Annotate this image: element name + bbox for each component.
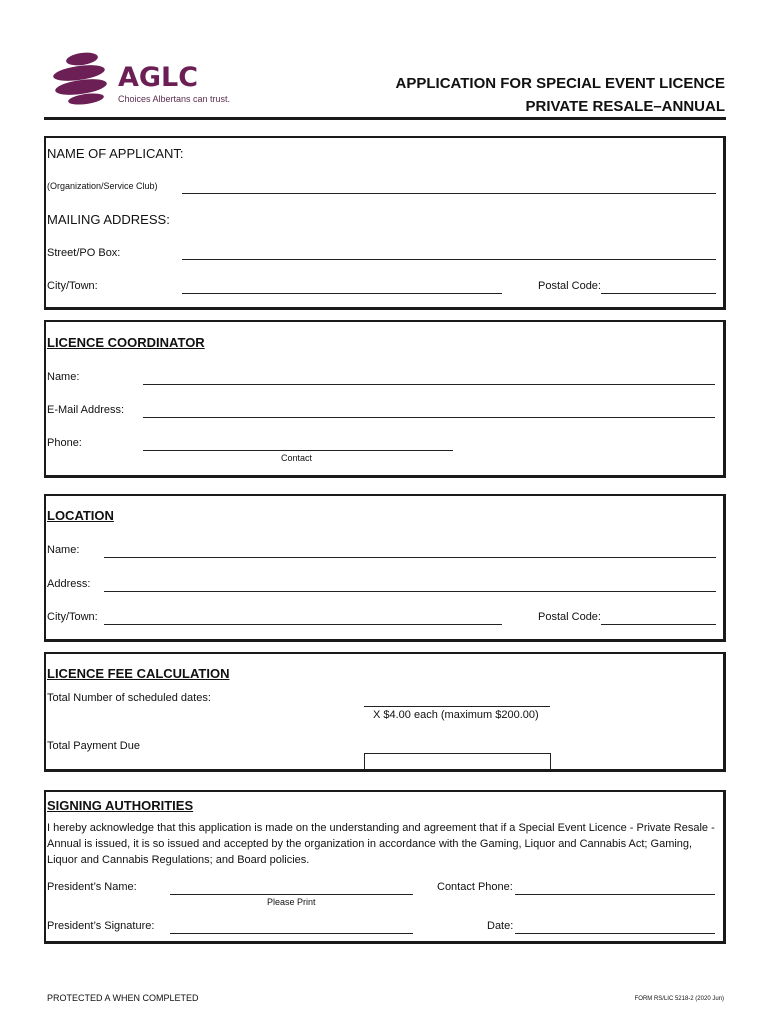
acknowledgement-text: I hereby acknowledge that this application is made on the understanding and agreement that if a Special Event Licence - Private Resale - Annual is issued, it is so issued and accepted by the organization in accordance with the Gaming, Liquor and Cannabis Act; Gaming, Liquor and Cannabis Regulations; and Board policies. bbox=[47, 822, 715, 866]
location-postal-field[interactable] bbox=[601, 624, 716, 625]
please-print-caption: Please Print bbox=[267, 897, 316, 907]
organization-label: (Organization/Service Club) bbox=[47, 181, 158, 191]
signature-label: President’s Signature: bbox=[47, 920, 155, 932]
fee-rate-text: X $4.00 each (maximum $200.00) bbox=[373, 709, 539, 721]
location-city-label: City/Town: bbox=[47, 611, 98, 623]
date-field[interactable] bbox=[515, 933, 715, 934]
header-rule bbox=[44, 117, 726, 120]
form-subtitle: PRIVATE RESALE–ANNUAL bbox=[525, 98, 725, 115]
location-city-field[interactable] bbox=[104, 624, 502, 625]
aglc-logo bbox=[52, 48, 112, 106]
location-address-label: Address: bbox=[47, 578, 91, 590]
coordinator-name-field[interactable] bbox=[143, 384, 715, 385]
protected-notice: PROTECTED A WHEN COMPLETED bbox=[47, 993, 199, 1003]
coordinator-name-label: Name: bbox=[47, 371, 80, 383]
contact-phone-label: Contact Phone: bbox=[437, 881, 513, 893]
mailing-address-label: MAILING ADDRESS: bbox=[47, 212, 170, 227]
logo-swirl-icon bbox=[52, 48, 112, 106]
location-name-label: Name: bbox=[47, 544, 80, 556]
date-label: Date: bbox=[487, 920, 514, 932]
coordinator-phone-label: Phone: bbox=[47, 437, 82, 449]
coordinator-phone-field[interactable] bbox=[143, 450, 453, 451]
location-name-field[interactable] bbox=[104, 557, 716, 558]
postal-code-label: Postal Code: bbox=[538, 280, 601, 292]
form-number: FORM RS/LIC 5218-2 (2020 Jun) bbox=[634, 996, 724, 1002]
logo-wordmark: AGLC bbox=[118, 62, 199, 93]
city-label: City/Town: bbox=[47, 280, 98, 292]
contact-caption: Contact bbox=[281, 453, 313, 463]
applicant-name-label: NAME OF APPLICANT: bbox=[47, 146, 184, 161]
location-section bbox=[44, 494, 726, 642]
street-label: Street/PO Box: bbox=[47, 247, 121, 259]
fee-heading: LICENCE FEE CALCULATION bbox=[47, 666, 230, 681]
coordinator-email-field[interactable] bbox=[143, 417, 715, 418]
location-address-field[interactable] bbox=[104, 591, 716, 592]
payment-right-tick bbox=[550, 753, 551, 770]
coordinator-email-label: E-Mail Address: bbox=[47, 404, 125, 416]
logo-tagline: Choices Albertans can trust. bbox=[118, 94, 231, 104]
signature-field[interactable] bbox=[170, 933, 413, 934]
coordinator-heading: LICENCE COORDINATOR bbox=[47, 335, 205, 350]
signing-heading: SIGNING AUTHORITIES bbox=[47, 798, 194, 813]
organization-field[interactable] bbox=[182, 193, 716, 194]
total-payment-label: Total Payment Due bbox=[47, 740, 140, 752]
payment-left-tick bbox=[364, 753, 365, 770]
location-postal-label: Postal Code: bbox=[538, 611, 601, 623]
form-title: APPLICATION FOR SPECIAL EVENT LICENCE bbox=[395, 75, 725, 92]
city-field[interactable] bbox=[182, 293, 502, 294]
total-payment-field[interactable] bbox=[364, 753, 550, 754]
postal-code-field[interactable] bbox=[601, 293, 716, 294]
location-heading: LOCATION bbox=[47, 508, 114, 523]
president-name-field[interactable] bbox=[170, 894, 413, 895]
contact-phone-field[interactable] bbox=[515, 894, 715, 895]
scheduled-dates-field[interactable] bbox=[364, 706, 550, 707]
scheduled-dates-label: Total Number of scheduled dates: bbox=[47, 692, 211, 704]
street-field[interactable] bbox=[182, 259, 716, 260]
president-name-label: President’s Name: bbox=[47, 881, 137, 893]
